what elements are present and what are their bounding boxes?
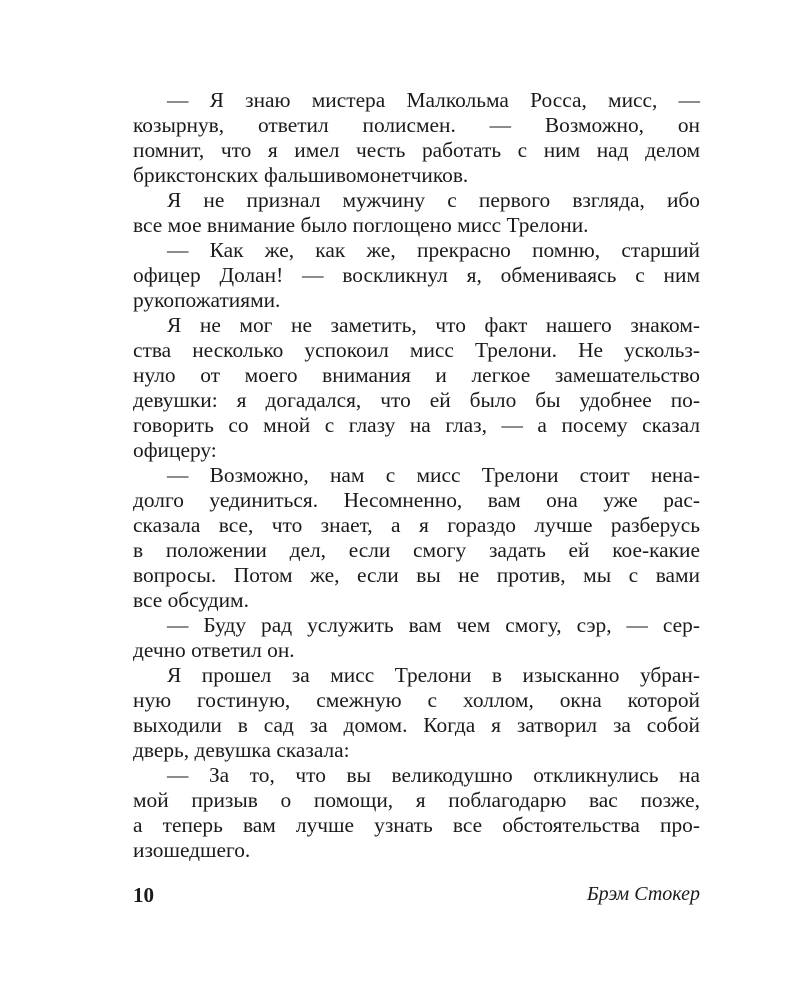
text-line: — Возможно, нам с мисс Трелони стоит нена- — [167, 463, 700, 487]
body-text — [133, 88, 700, 863]
text-line: — Буду рад услужить вам чем смогу, сэр, — сер- — [167, 613, 700, 637]
text-line: козырнув, ответил полисмен. — Возможно, он — [133, 113, 700, 137]
text-line: дверь, девушка сказала: — [133, 738, 350, 762]
text-line: девушки: я догадался, что ей было бы удобнее по- — [133, 388, 700, 412]
text-line: все мое внимание было поглощено мисс Трелони. — [133, 213, 589, 237]
paragraph — [133, 238, 700, 313]
text-line: сказала все, что знает, а я гораздо лучше разберусь — [133, 513, 700, 537]
text-line: изошедшего. — [133, 838, 251, 862]
text-line: рукопожатиями. — [133, 288, 281, 312]
text-line: мой призыв о помощи, я поблагодарю вас позже, — [133, 788, 700, 812]
paragraph — [133, 613, 700, 663]
paragraph — [133, 88, 700, 188]
text-line: говорить со мной с глазу на глаз, — а посему сказал — [133, 413, 700, 437]
text-line: Я не признал мужчину с первого взгляда, ибо — [167, 188, 700, 212]
page-footer — [133, 883, 700, 911]
text-line: офицеру: — [133, 438, 217, 462]
text-line: выходили в сад за домом. Когда я затворил за собой — [133, 713, 700, 737]
text-line: Я не мог не заметить, что факт нашего знаком- — [167, 313, 700, 337]
page-number: 10 — [133, 883, 154, 907]
running-author: Брэм Стокер — [586, 883, 700, 905]
paragraph — [133, 463, 700, 613]
paragraph — [133, 313, 700, 463]
paragraph — [133, 763, 700, 863]
text-line: — Как же, как же, прекрасно помню, старший — [167, 238, 700, 262]
text-line: брикстонских фальшивомонетчиков. — [133, 163, 469, 187]
text-line: — Я знаю мистера Малкольма Росса, мисс, — — [167, 88, 700, 112]
text-line: ства несколько успокоил мисс Трелони. Не ускольз- — [133, 338, 700, 362]
text-line: офицер Долан! — воскликнул я, обмениваясь с ним — [133, 263, 700, 287]
text-line: вопросы. Потом же, если вы не против, мы с вами — [133, 563, 700, 587]
text-line: в положении дел, если смогу задать ей кое-какие — [133, 538, 700, 562]
text-line: все обсудим. — [133, 588, 249, 612]
text-line: нуло от моего внимания и легкое замешательство — [133, 363, 700, 387]
text-line: дечно ответил он. — [133, 638, 295, 662]
text-line: помнит, что я имел честь работать с ним над делом — [133, 138, 700, 162]
paragraph — [133, 663, 700, 763]
text-line: — За то, что вы великодушно откликнулись на — [167, 763, 700, 787]
text-line: а теперь вам лучше узнать все обстоятельства про- — [133, 813, 700, 837]
text-line: долго уединиться. Несомненно, вам она уже рас- — [133, 488, 700, 512]
text-line: ную гостиную, смежную с холлом, окна которой — [133, 688, 700, 712]
text-line: Я прошел за мисс Трелони в изысканно убран- — [167, 663, 700, 687]
paragraph — [133, 188, 700, 238]
